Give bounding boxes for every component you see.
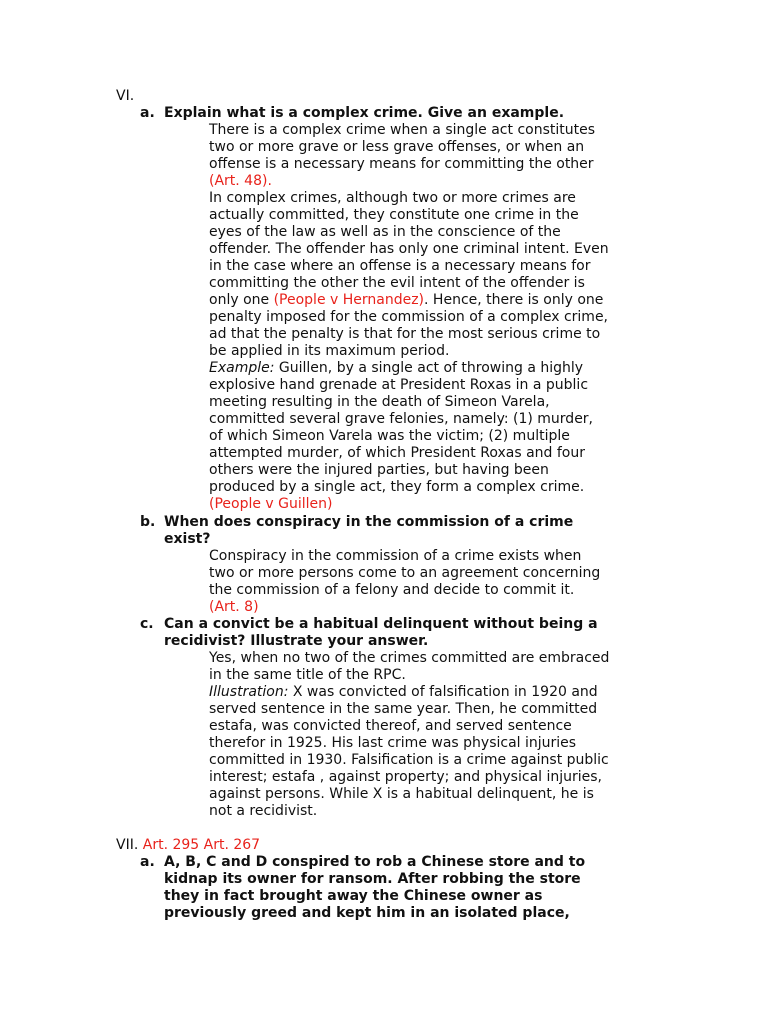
answer-text: offender. The offender has only one criminal intent. Even bbox=[209, 241, 609, 257]
answer-line bbox=[209, 565, 600, 582]
answer-text: in the same title of the RPC. bbox=[209, 667, 406, 683]
answer-text: the commission of a felony and decide to commit it. bbox=[209, 582, 575, 598]
citation-reference: (Art. 48). bbox=[209, 173, 272, 189]
answer-text: attempted murder, of which President Roxas and four bbox=[209, 445, 585, 461]
answer-text: served sentence in the same year. Then, he committed bbox=[209, 701, 598, 717]
answer-line bbox=[209, 156, 594, 173]
question-line: When does conspiracy in the commission of a crime bbox=[164, 514, 574, 530]
answer-text: not a recidivist. bbox=[209, 803, 318, 819]
answer-line bbox=[209, 224, 561, 241]
italic-lead-in: Illustration: bbox=[209, 684, 289, 700]
answer-line bbox=[209, 139, 584, 156]
answer-text: two or more persons come to an agreement concerning bbox=[209, 565, 601, 581]
citation-reference: (People v Hernandez) bbox=[273, 292, 425, 308]
answer-text: offense is a necessary means for committing the other bbox=[209, 156, 594, 172]
answer-text: committed in 1930. Falsification is a crime against public bbox=[209, 752, 609, 768]
answer-text: two or more grave or less grave offenses, or when an bbox=[209, 139, 585, 155]
answer-line bbox=[209, 411, 593, 428]
answer-line bbox=[209, 650, 609, 667]
answer-text: others were the injured parties, but having been bbox=[209, 462, 549, 478]
answer-line bbox=[209, 190, 576, 207]
section-vi-heading: VI. bbox=[116, 88, 135, 104]
question-line: recidivist? Illustrate your answer. bbox=[164, 633, 429, 649]
answer-line bbox=[209, 360, 583, 377]
citation-reference: (Art. 8) bbox=[209, 599, 259, 615]
answer-line bbox=[209, 769, 602, 786]
answer-text: produced by a single act, they form a complex crime. bbox=[209, 479, 585, 495]
answer-line bbox=[209, 667, 406, 684]
section-vii-article-ref: Art. 295 Art. 267 bbox=[142, 837, 261, 853]
answer-text: In complex crimes, although two or more crimes are bbox=[209, 190, 576, 206]
answer-text: committed several grave felonies, namely: (1) murder, bbox=[209, 411, 594, 427]
answer-line bbox=[209, 718, 572, 735]
question-c-marker: c. bbox=[140, 616, 154, 632]
answer-line bbox=[209, 701, 597, 718]
answer-line bbox=[209, 735, 576, 752]
question-line: exist? bbox=[164, 531, 211, 547]
answer-text: Conspiracy in the commission of a crime exists when bbox=[209, 548, 582, 564]
answer-text: explosive hand grenade at President Roxas in a public bbox=[209, 377, 589, 393]
question-b-marker: b. bbox=[140, 514, 156, 530]
answer-text: estafa, was convicted thereof, and served sentence bbox=[209, 718, 572, 734]
answer-text: eyes of the law as well as in the conscience of the bbox=[209, 224, 561, 240]
answer-text: committing the other the evil intent of the offender is bbox=[209, 275, 585, 291]
answer-text: therefor in 1925. His last crime was physical injuries bbox=[209, 735, 577, 751]
answer-text: in the case where an offense is a necessary means for bbox=[209, 258, 591, 274]
answer-line bbox=[209, 684, 598, 701]
answer-text: penalty imposed for the commission of a complex crime, bbox=[209, 309, 609, 325]
answer-text: ad that the penalty is that for the most serious crime to bbox=[209, 326, 601, 342]
answer-text: There is a complex crime when a single act constitutes bbox=[209, 122, 596, 138]
answer-text: X was convicted of falsification in 1920 and bbox=[288, 684, 598, 700]
question-line: A, B, C and D conspired to rob a Chinese store and to bbox=[164, 854, 586, 870]
answer-line bbox=[209, 496, 333, 513]
question-line: Can a convict be a habitual delinquent without being a bbox=[164, 616, 598, 632]
answer-text: meeting resulting in the death of Simeon Varela, bbox=[209, 394, 550, 410]
answer-line bbox=[209, 343, 449, 360]
answer-line bbox=[209, 479, 584, 496]
answer-text: of which Simeon Varela was the victim; (2) multiple bbox=[209, 428, 570, 444]
answer-text: only one bbox=[209, 292, 274, 308]
citation-reference: (People v Guillen) bbox=[209, 496, 333, 512]
answer-text: actually committed, they constitute one crime in the bbox=[209, 207, 579, 223]
answer-text: be applied in its maximum period. bbox=[209, 343, 450, 359]
answer-text: . Hence, there is only one bbox=[424, 292, 604, 308]
answer-line bbox=[209, 394, 550, 411]
answer-text: interest; estafa , against property; and physical injuries, bbox=[209, 769, 603, 785]
answer-line bbox=[209, 377, 588, 394]
answer-line bbox=[209, 292, 603, 309]
answer-line bbox=[209, 752, 609, 769]
question-line: previously greed and kept him in an isolated place, bbox=[164, 905, 570, 921]
answer-line bbox=[209, 548, 581, 565]
answer-line bbox=[209, 275, 585, 292]
answer-line bbox=[209, 258, 591, 275]
answer-line bbox=[209, 445, 585, 462]
question-line: kidnap its owner for ransom. After robbing the store bbox=[164, 871, 581, 887]
section-vii-heading bbox=[116, 837, 260, 854]
question-line: they in fact brought away the Chinese owner as bbox=[164, 888, 543, 904]
question-line: Explain what is a complex crime. Give an example. bbox=[164, 105, 565, 121]
italic-lead-in: Example: bbox=[209, 360, 275, 376]
answer-line bbox=[209, 326, 600, 343]
answer-line bbox=[209, 428, 570, 445]
section-vii-label: VII. bbox=[116, 837, 139, 853]
answer-text: Yes, when no two of the crimes committed are embraced bbox=[209, 650, 610, 666]
answer-text: against persons. While X is a habitual delinquent, he is bbox=[209, 786, 594, 802]
answer-line bbox=[209, 241, 609, 258]
question-vii-a-marker: a. bbox=[140, 854, 155, 870]
answer-line bbox=[209, 309, 608, 326]
answer-line bbox=[209, 803, 317, 820]
answer-line bbox=[209, 582, 574, 599]
answer-line bbox=[209, 786, 594, 803]
answer-line bbox=[209, 122, 595, 139]
answer-line bbox=[209, 462, 549, 479]
answer-line bbox=[209, 173, 272, 190]
question-a-marker: a. bbox=[140, 105, 155, 121]
answer-line bbox=[209, 207, 579, 224]
answer-text: Guillen, by a single act of throwing a highly bbox=[274, 360, 584, 376]
answer-line bbox=[209, 599, 259, 616]
